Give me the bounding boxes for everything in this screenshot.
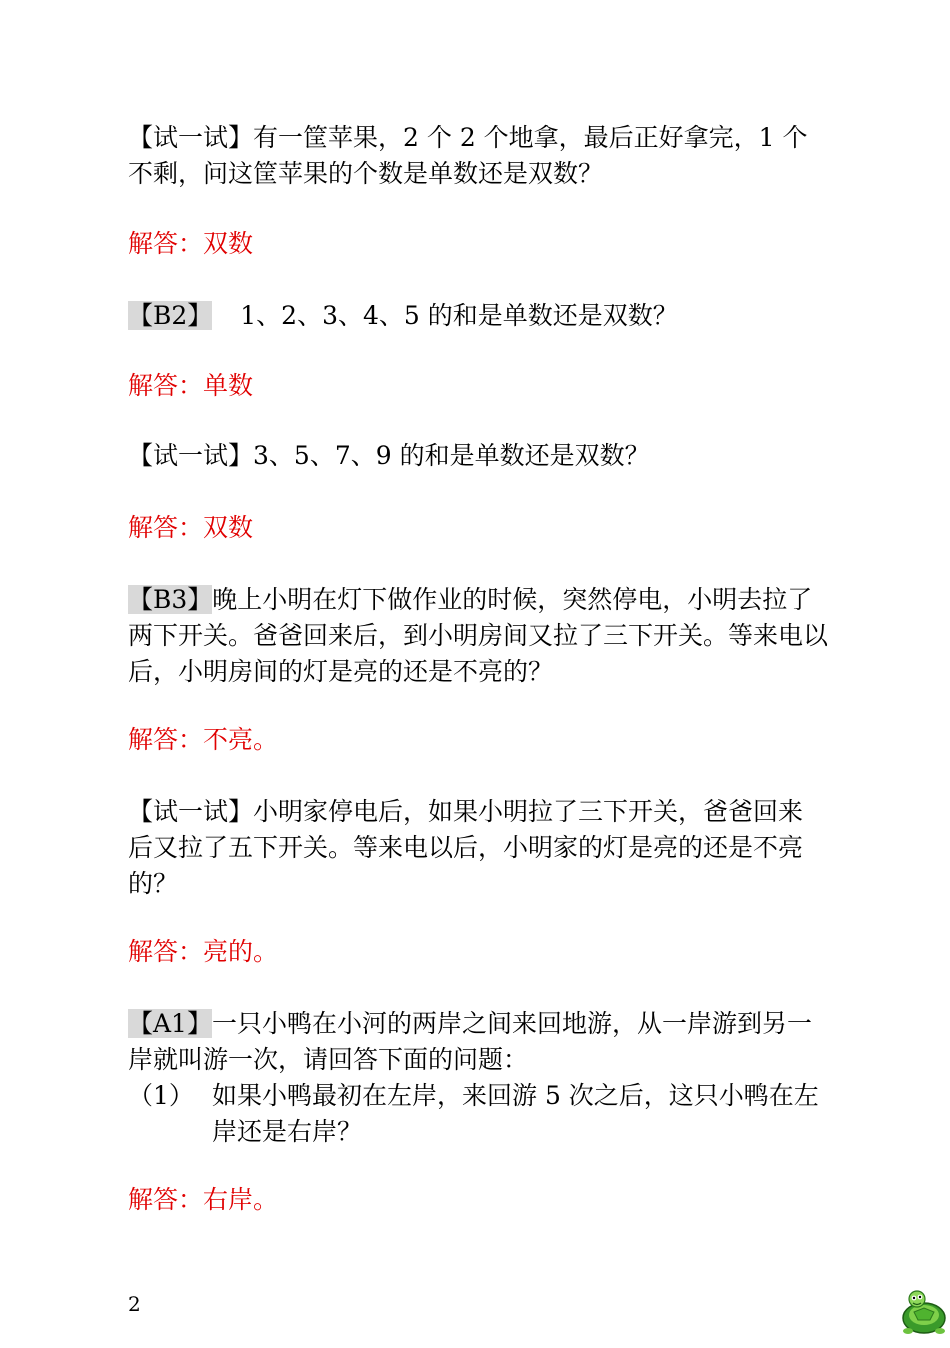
question-a1 <box>128 1006 828 1078</box>
answer-6: 解答：右岸。 <box>128 1185 279 1214</box>
question-text: 晚上小明在灯下做作业的时候，突然停电，小明去拉了两下开关。爸爸回来后，到小明房间又拉了三下开关。等来电以后，小明房间的灯是亮的还是不亮的？ <box>128 585 829 686</box>
question-text: 小明家停电后，如果小明拉了三下开关，爸爸回来后又拉了五下开关。等来电以后，小明家的灯是亮的还是不亮的？ <box>128 797 804 898</box>
try-it-question-3 <box>128 794 828 902</box>
question-b3 <box>128 582 828 690</box>
question-text: 1、2、3、4、5 的和是单数还是双数？ <box>240 301 678 330</box>
question-b2 <box>128 298 828 334</box>
try-it-tag: 【试一试】 <box>128 123 254 152</box>
question-tag-a1: 【A1】 <box>128 1009 212 1038</box>
page-number: 2 <box>128 1292 141 1316</box>
answer-2: 解答：单数 <box>128 371 254 400</box>
answer-1: 解答：双数 <box>128 229 254 258</box>
question-tag-b3: 【B3】 <box>128 585 213 614</box>
sub-question-text: 如果小鸭最初在左岸，来回游 5 次之后，这只小鸭在左岸还是右岸？ <box>212 1081 819 1146</box>
question-text: 一只小鸭在小河的两岸之间来回地游，从一岸游到另一岸就叫游一次，请回答下面的问题： <box>128 1009 812 1074</box>
try-it-tag: 【试一试】 <box>128 797 254 826</box>
try-it-question-2 <box>128 438 828 474</box>
sub-question-1 <box>128 1078 828 1150</box>
try-it-tag: 【试一试】 <box>128 441 254 470</box>
try-it-question-1 <box>128 120 828 192</box>
question-text: 3、5、7、9 的和是单数还是双数？ <box>253 441 650 470</box>
sub-question-number: （1） <box>128 1081 194 1110</box>
answer-3: 解答：双数 <box>128 513 254 542</box>
answer-4: 解答：不亮。 <box>128 725 279 754</box>
answer-5: 解答：亮的。 <box>128 937 279 966</box>
turtle-icon <box>900 1288 948 1338</box>
question-text: 有一筐苹果，2 个 2 个地拿，最后正好拿完，1 个不剩，问这筐苹果的个数是单数还是双数？ <box>128 123 808 188</box>
question-tag-b2: 【B2】 <box>128 301 213 330</box>
